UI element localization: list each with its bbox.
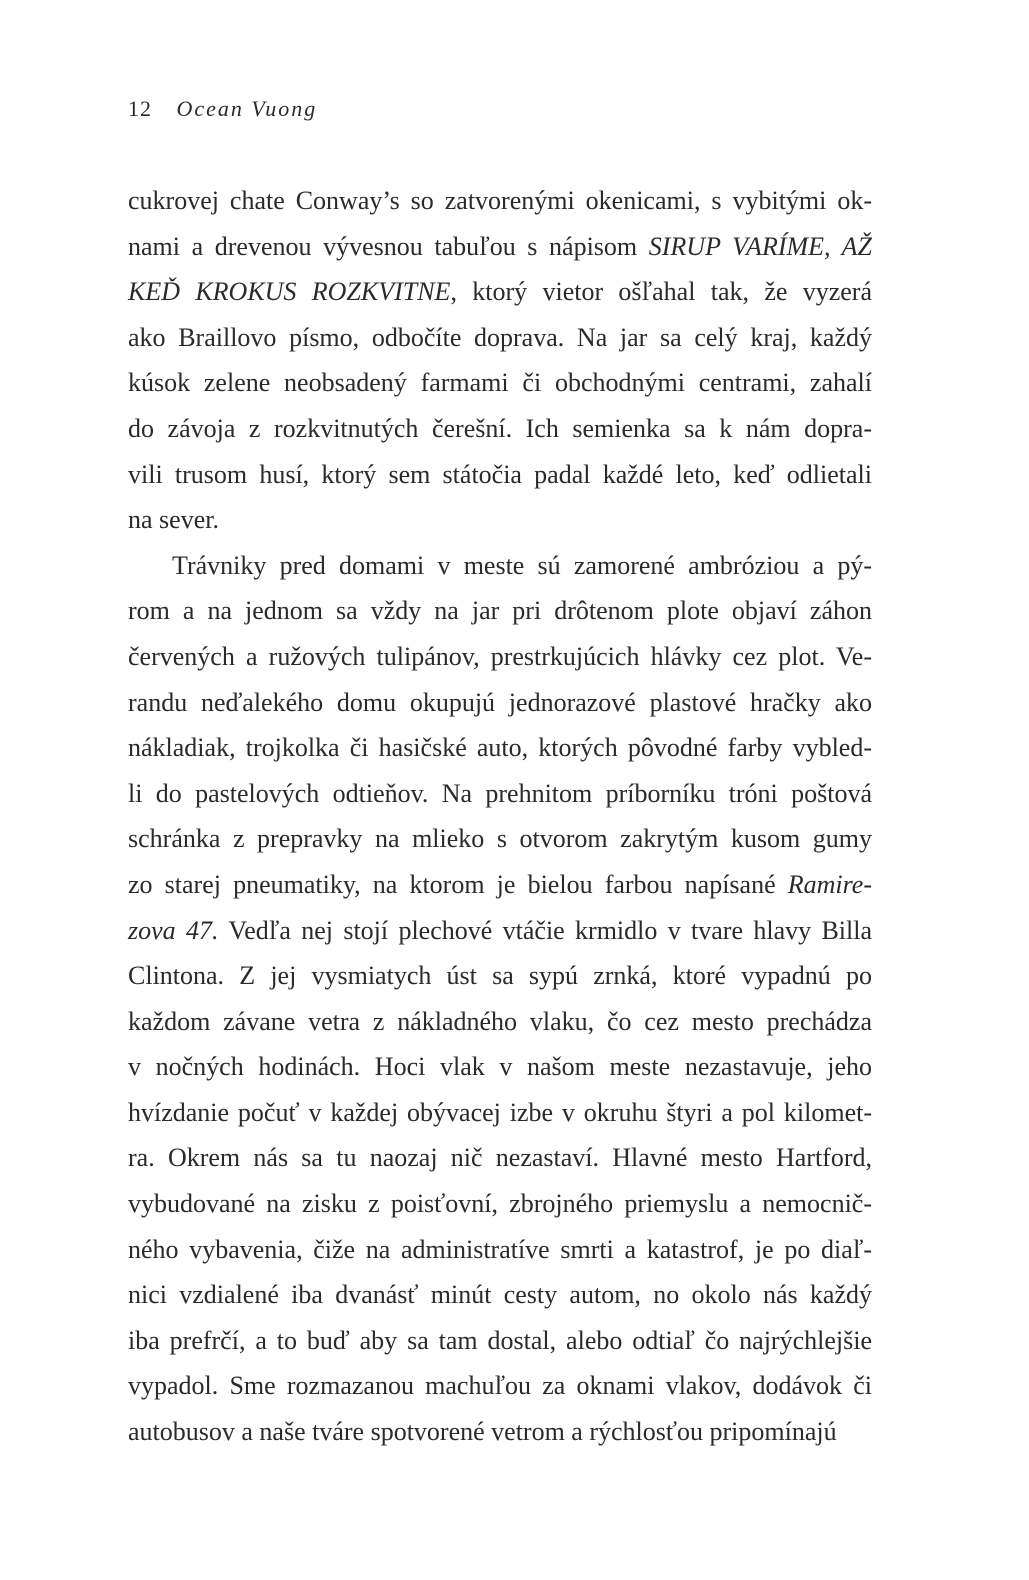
italic-text: zova 47.	[128, 915, 219, 945]
text-line	[128, 497, 872, 543]
text-line	[128, 1227, 872, 1273]
text-line	[128, 269, 872, 315]
text-line	[128, 588, 872, 634]
text-line	[128, 908, 872, 954]
text-line	[128, 543, 872, 589]
text-line	[128, 999, 872, 1045]
text-run: vili trusom husí, ktorý sem státočia padal každé leto, keď odlietali	[128, 459, 872, 489]
text-line	[128, 771, 872, 817]
text-line	[128, 1181, 872, 1227]
text-line	[128, 406, 872, 452]
text-run: ako Braillovo písmo, odbočíte doprava. Na jar sa celý kraj, každý	[128, 322, 872, 352]
paragraph	[128, 543, 872, 1455]
text-line	[128, 1363, 872, 1409]
text-run: zo starej pneumatiky, na ktorom je bielou farbou napísané	[128, 869, 788, 899]
text-line	[128, 725, 872, 771]
text-run: v nočných hodinách. Hoci vlak v našom meste nezastavuje, jeho	[128, 1052, 872, 1082]
page-number: 12	[128, 96, 152, 121]
text-run: hvízdanie počuť v každej obývacej izbe v okruhu štyri a pol kilomet-	[128, 1097, 872, 1127]
text-run: vypadol. Sme rozmazanou machuľou za oknami vlakov, dodávok či	[128, 1371, 872, 1401]
italic-text: SIRUP VARÍME, AŽ	[648, 231, 873, 261]
text-run: vybudované na zisku z poisťovní, zbrojného priemyslu a nemocnič-	[128, 1189, 872, 1219]
body-text	[128, 178, 872, 1455]
text-line	[128, 1318, 872, 1364]
text-line	[128, 1409, 872, 1455]
text-run: , ktorý vietor ošľahal tak, že vyzerá	[450, 277, 872, 307]
text-run: do závoja z rozkvitnutých čerešní. Ich semienka sa k nám dopra-	[128, 413, 872, 443]
text-run: Clintona. Z jej vysmiatych úst sa sypú zrnká, ktoré vypadnú po	[128, 961, 872, 991]
text-run: nákladiak, trojkolka či hasičské auto, ktorých pôvodné farby vybled-	[128, 733, 872, 763]
text-line	[128, 360, 872, 406]
italic-text: Ramire-	[787, 869, 872, 899]
text-line	[128, 315, 872, 361]
text-run: ného vybavenia, čiže na administratíve smrti a katastrof, je po diaľ-	[128, 1234, 872, 1264]
text-run: Trávniky pred domami v meste sú zamorené ambróziou a pý-	[172, 550, 872, 580]
text-run: kúsok zelene neobsadený farmami či obchodnými centrami, zahalí	[128, 368, 872, 398]
text-run: nici vzdialené iba dvanásť minút cesty autom, no okolo nás každý	[128, 1280, 872, 1310]
text-line	[128, 1135, 872, 1181]
text-run: schránka z prepravky na mlieko s otvorom zakrytým kusom gumy	[128, 824, 872, 854]
text-line	[128, 1272, 872, 1318]
text-run: ra. Okrem nás sa tu naozaj nič nezastaví. Hlavné mesto Hartford,	[128, 1143, 872, 1173]
text-run: nami a drevenou vývesnou tabuľou s nápisom	[128, 231, 649, 261]
text-line	[128, 178, 872, 224]
text-line	[128, 816, 872, 862]
text-run: randu neďalekého domu okupujú jednorazové plastové hračky ako	[128, 687, 872, 717]
text-run: autobusov a naše tváre spotvorené vetrom a rýchlosťou pripomínajú	[128, 1417, 837, 1447]
text-run: každom závane vetra z nákladného vlaku, čo cez mesto prechádza	[128, 1006, 872, 1036]
text-line	[128, 1044, 872, 1090]
text-run: červených a ružových tulipánov, prestrkujúcich hlávky cez plot. Ve-	[128, 641, 872, 671]
text-run: cukrovej chate Conway’s so zatvorenými okenicami, s vybitými ok-	[128, 186, 872, 215]
text-line	[128, 452, 872, 498]
text-line	[128, 680, 872, 726]
text-run: iba prefrčí, a to buď aby sa tam dostal, alebo odtiaľ čo najrýchlejšie	[128, 1325, 872, 1355]
text-run: na sever.	[128, 505, 219, 535]
text-run: li do pastelových odtieňov. Na prehnitom príborníku tróni poštová	[128, 778, 872, 808]
text-line	[128, 862, 872, 908]
running-head-author: Ocean Vuong	[176, 96, 318, 121]
italic-text: KEĎ KROKUS ROZKVITNE	[128, 277, 451, 307]
text-line	[128, 224, 872, 270]
text-line	[128, 953, 872, 999]
text-line	[128, 634, 872, 680]
text-run: rom a na jednom sa vždy na jar pri drôtenom plote objaví záhon	[128, 596, 872, 626]
paragraph	[128, 178, 872, 543]
text-line	[128, 1090, 872, 1136]
running-head	[128, 92, 317, 126]
text-run: Vedľa nej stojí plechové vtáčie krmidlo v tvare hlavy Billa	[218, 915, 872, 945]
